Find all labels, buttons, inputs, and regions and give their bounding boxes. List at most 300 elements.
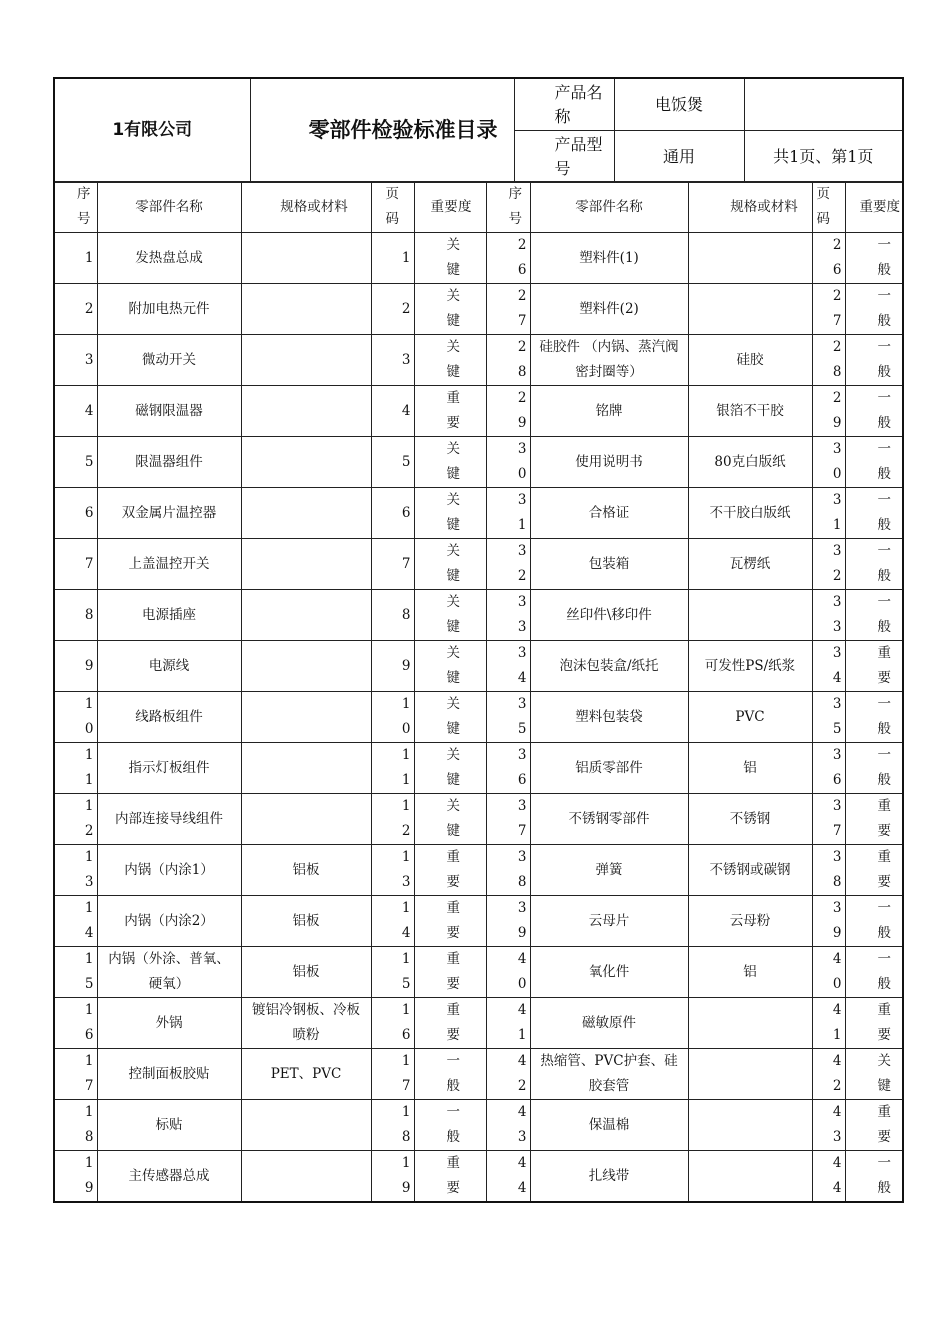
- page-cell-right-text: 34: [832, 645, 842, 686]
- seq-cell-right-text: 31: [517, 492, 527, 533]
- importance-cell-right: 重要: [845, 641, 903, 692]
- importance-cell-right: 一般: [845, 692, 903, 743]
- part-name-left: 上盖温控开关: [97, 539, 241, 590]
- part-name-left: 内锅（内涂1）: [97, 845, 241, 896]
- seq-cell-left-text: 8: [84, 606, 94, 623]
- seq-cell-left-text: 18: [84, 1104, 94, 1145]
- seq-cell-right: [486, 437, 530, 488]
- seq-cell-right-text: 33: [517, 594, 527, 635]
- importance-cell-right: 一般: [845, 590, 903, 641]
- page-cell-left-text: 14: [401, 900, 411, 941]
- page-cell-left-text: 12: [401, 798, 411, 839]
- spec-cell-right: 不干胶白版纸: [688, 488, 812, 539]
- spec-cell-left: [241, 743, 371, 794]
- spec-cell-right: 银箔不干胶: [688, 386, 812, 437]
- seq-cell-left: [54, 590, 97, 641]
- spec-cell-right: 瓦楞纸: [688, 539, 812, 590]
- page-cell-right: [812, 539, 845, 590]
- seq-cell-left: [54, 692, 97, 743]
- header-blank-cell: [744, 78, 903, 131]
- spec-cell-right: [688, 590, 812, 641]
- seq-cell-left: [54, 1151, 97, 1203]
- seq-cell-right-text: 38: [517, 849, 527, 890]
- page-cell-right: [812, 998, 845, 1049]
- table-row: [54, 335, 903, 386]
- importance-cell-right: 重要: [845, 998, 903, 1049]
- spec-cell-right: 铝: [688, 947, 812, 998]
- seq-cell-right-text: 44: [517, 1155, 527, 1196]
- table-row: [54, 233, 903, 284]
- spec-cell-right: 不锈钢: [688, 794, 812, 845]
- table-row: [54, 590, 903, 641]
- product-model-value: 通用: [614, 131, 744, 183]
- seq-cell-left-text: 11: [84, 747, 94, 788]
- part-name-right: 铝质零部件: [530, 743, 688, 794]
- seq-cell-right-text: 30: [517, 441, 527, 482]
- seq-cell-left: [54, 641, 97, 692]
- part-name-right: 不锈钢零部件: [530, 794, 688, 845]
- spec-cell-right: [688, 1049, 812, 1100]
- part-name-right: 扎线带: [530, 1151, 688, 1203]
- seq-cell-left: [54, 488, 97, 539]
- column-header-row: [54, 182, 903, 233]
- table-row: [54, 1049, 903, 1100]
- part-name-left: 外锅: [97, 998, 241, 1049]
- spec-cell-right: 云母粉: [688, 896, 812, 947]
- spec-cell-right: 可发性PS/纸浆: [688, 641, 812, 692]
- seq-cell-right: [486, 488, 530, 539]
- part-name-left: 指示灯板组件: [97, 743, 241, 794]
- table-row: [54, 539, 903, 590]
- importance-cell-left: 关键: [414, 437, 486, 488]
- part-name-left: 内部连接导线组件: [97, 794, 241, 845]
- importance-cell-left: 关键: [414, 692, 486, 743]
- part-name-right: 泡沫包装盒/纸托: [530, 641, 688, 692]
- part-name-left: 限温器组件: [97, 437, 241, 488]
- col-name-left: 零部件名称: [97, 182, 241, 233]
- seq-cell-left: [54, 998, 97, 1049]
- seq-cell-right: [486, 335, 530, 386]
- seq-cell-right: [486, 641, 530, 692]
- page-cell-right: [812, 896, 845, 947]
- page-cell-left-text: 10: [401, 696, 411, 737]
- part-name-right: 保温棉: [530, 1100, 688, 1151]
- seq-cell-right: [486, 794, 530, 845]
- importance-cell-left: 重要: [414, 998, 486, 1049]
- importance-cell-right: 一般: [845, 233, 903, 284]
- importance-cell-left: 重要: [414, 386, 486, 437]
- spec-cell-right: PVC: [688, 692, 812, 743]
- importance-cell-left: 关键: [414, 488, 486, 539]
- page-cell-right: [812, 1151, 845, 1203]
- importance-cell-right: 一般: [845, 743, 903, 794]
- product-name-value: 电饭煲: [614, 78, 744, 131]
- importance-cell-left: 关键: [414, 590, 486, 641]
- importance-cell-left: 重要: [414, 947, 486, 998]
- table-row: [54, 743, 903, 794]
- seq-cell-right-text: 35: [517, 696, 527, 737]
- seq-cell-right-text: 27: [517, 288, 527, 329]
- importance-cell-left: 关键: [414, 539, 486, 590]
- page-cell-left: [371, 1049, 414, 1100]
- spec-cell-right: 80克白版纸: [688, 437, 812, 488]
- part-name-left: 电源线: [97, 641, 241, 692]
- spec-cell-right: [688, 1151, 812, 1203]
- table-row: [54, 845, 903, 896]
- page-cell-left: [371, 386, 414, 437]
- table-row: [54, 641, 903, 692]
- page-cell-right: [812, 233, 845, 284]
- importance-cell-left: 重要: [414, 896, 486, 947]
- page-cell-right: [812, 590, 845, 641]
- seq-cell-left-text: 9: [84, 657, 94, 674]
- page-cell-right: [812, 794, 845, 845]
- seq-cell-left: [54, 539, 97, 590]
- page-cell-right-text: 42: [832, 1053, 842, 1094]
- seq-cell-left: [54, 794, 97, 845]
- page-cell-left: [371, 845, 414, 896]
- part-name-left: 电源插座: [97, 590, 241, 641]
- seq-cell-right-text: 28: [517, 339, 527, 380]
- seq-cell-left: [54, 386, 97, 437]
- page-cell-left: [371, 998, 414, 1049]
- page-cell-left-text: 4: [401, 402, 411, 419]
- seq-cell-right-text: 32: [517, 543, 527, 584]
- part-name-left: 内锅（外涂、普氧、硬氧）: [97, 947, 241, 998]
- importance-cell-right: 关键: [845, 1049, 903, 1100]
- page-cell-right: [812, 641, 845, 692]
- spec-cell-right: [688, 233, 812, 284]
- importance-cell-right: 一般: [845, 437, 903, 488]
- page-cell-right: [812, 692, 845, 743]
- part-name-left: 双金属片温控器: [97, 488, 241, 539]
- seq-cell-right-text: 26: [517, 237, 527, 278]
- spec-cell-left: [241, 233, 371, 284]
- importance-cell-left: 关键: [414, 284, 486, 335]
- table-row: [54, 437, 903, 488]
- spec-cell-left: [241, 539, 371, 590]
- page-cell-left: [371, 233, 414, 284]
- table-row: [54, 1100, 903, 1151]
- part-name-right: 热缩管、PVC护套、硅胶套管: [530, 1049, 688, 1100]
- seq-cell-left-text: 2: [84, 300, 94, 317]
- table-row: [54, 284, 903, 335]
- page-cell-left-text: 6: [401, 504, 411, 521]
- page-cell-right-text: 44: [832, 1155, 842, 1196]
- page-cell-left: [371, 1100, 414, 1151]
- page-cell-left-text: 18: [401, 1104, 411, 1145]
- importance-cell-right: 重要: [845, 845, 903, 896]
- spec-cell-right: [688, 1100, 812, 1151]
- page-cell-right-text: 29: [832, 390, 842, 431]
- importance-cell-left: 关键: [414, 743, 486, 794]
- page-cell-left-text: 19: [401, 1155, 411, 1196]
- seq-cell-right-text: 40: [517, 951, 527, 992]
- spec-cell-left: [241, 284, 371, 335]
- seq-cell-right: [486, 896, 530, 947]
- seq-cell-right: [486, 1100, 530, 1151]
- page-cell-left: [371, 692, 414, 743]
- seq-cell-right: [486, 233, 530, 284]
- part-name-left: 发热盘总成: [97, 233, 241, 284]
- seq-cell-right: [486, 947, 530, 998]
- page-cell-right-text: 36: [832, 747, 842, 788]
- importance-cell-left: 关键: [414, 794, 486, 845]
- page-cell-right: [812, 1100, 845, 1151]
- page-cell-left-text: 1: [401, 249, 411, 266]
- importance-cell-left: 一般: [414, 1049, 486, 1100]
- seq-cell-left: [54, 743, 97, 794]
- spec-cell-left: 铝板: [241, 845, 371, 896]
- product-name-label: 产品名称: [514, 78, 614, 131]
- col-seq-right: 序号: [486, 182, 530, 233]
- page-cell-right: [812, 437, 845, 488]
- seq-cell-left: [54, 1100, 97, 1151]
- seq-cell-right: [486, 845, 530, 896]
- page-cell-right-text: 35: [832, 696, 842, 737]
- page-cell-left: [371, 590, 414, 641]
- part-name-left: 附加电热元件: [97, 284, 241, 335]
- page-cell-left-text: 17: [401, 1053, 411, 1094]
- page-cell-right-text: 43: [832, 1104, 842, 1145]
- table-row: [54, 1151, 903, 1203]
- page-cell-right: [812, 386, 845, 437]
- seq-cell-right-text: 37: [517, 798, 527, 839]
- page-cell-right-text: 27: [832, 288, 842, 329]
- spec-cell-left: [241, 335, 371, 386]
- seq-cell-right: [486, 692, 530, 743]
- spec-cell-right: 不锈钢或碳钢: [688, 845, 812, 896]
- spec-cell-left: [241, 794, 371, 845]
- page-cell-left-text: 13: [401, 849, 411, 890]
- col-seq-left: 序号: [54, 182, 97, 233]
- part-name-right: 使用说明书: [530, 437, 688, 488]
- seq-cell-right-text: 34: [517, 645, 527, 686]
- part-name-left: 标贴: [97, 1100, 241, 1151]
- page-info: 共1页、第1页: [744, 131, 903, 183]
- part-name-right: 云母片: [530, 896, 688, 947]
- page-cell-left: [371, 743, 414, 794]
- importance-cell-right: 一般: [845, 947, 903, 998]
- seq-cell-right-text: 36: [517, 747, 527, 788]
- seq-cell-right: [486, 590, 530, 641]
- seq-cell-left-text: 3: [84, 351, 94, 368]
- seq-cell-right-text: 29: [517, 390, 527, 431]
- seq-cell-left: [54, 233, 97, 284]
- col-page-left: 页码: [371, 182, 414, 233]
- part-name-right: 丝印件\移印件: [530, 590, 688, 641]
- page-cell-right-text: 40: [832, 951, 842, 992]
- importance-cell-right: 一般: [845, 539, 903, 590]
- part-name-right: 氧化件: [530, 947, 688, 998]
- seq-cell-left-text: 16: [84, 1002, 94, 1043]
- seq-cell-right: [486, 1151, 530, 1203]
- seq-cell-right-text: 41: [517, 1002, 527, 1043]
- seq-cell-right-text: 42: [517, 1053, 527, 1094]
- document-title: 零部件检验标准目录: [250, 78, 514, 183]
- seq-cell-right: [486, 539, 530, 590]
- seq-cell-left-text: 1: [84, 249, 94, 266]
- seq-cell-left-text: 14: [84, 900, 94, 941]
- page-cell-left: [371, 539, 414, 590]
- seq-cell-left-text: 12: [84, 798, 94, 839]
- page-cell-left: [371, 947, 414, 998]
- page-cell-right: [812, 335, 845, 386]
- table-row: [54, 947, 903, 998]
- page-cell-left: [371, 335, 414, 386]
- page-cell-left: [371, 488, 414, 539]
- col-spec-right: 规格或材料: [688, 182, 812, 233]
- page-cell-left-text: 9: [401, 657, 411, 674]
- page-cell-left-text: 16: [401, 1002, 411, 1043]
- part-name-right: 塑料件(2): [530, 284, 688, 335]
- importance-cell-right: 重要: [845, 1100, 903, 1151]
- part-name-right: 铭牌: [530, 386, 688, 437]
- seq-cell-left-text: 10: [84, 696, 94, 737]
- seq-cell-right: [486, 998, 530, 1049]
- col-page-right: 页码: [812, 182, 845, 233]
- page-cell-right: [812, 284, 845, 335]
- part-name-right: 合格证: [530, 488, 688, 539]
- spec-cell-left: [241, 1151, 371, 1203]
- seq-cell-right: [486, 743, 530, 794]
- page-cell-right: [812, 488, 845, 539]
- spec-cell-left: PET、PVC: [241, 1049, 371, 1100]
- importance-cell-right: 一般: [845, 488, 903, 539]
- seq-cell-left-text: 7: [84, 555, 94, 572]
- seq-cell-left-text: 5: [84, 453, 94, 470]
- table-row: [54, 896, 903, 947]
- col-name-right: 零部件名称: [530, 182, 688, 233]
- importance-cell-left: 关键: [414, 335, 486, 386]
- seq-cell-left-text: 19: [84, 1155, 94, 1196]
- importance-cell-right: 一般: [845, 386, 903, 437]
- seq-cell-right-text: 39: [517, 900, 527, 941]
- page-cell-right-text: 28: [832, 339, 842, 380]
- spec-cell-left: 镀铝冷钢板、冷板喷粉: [241, 998, 371, 1049]
- spec-cell-left: [241, 386, 371, 437]
- page-cell-left-text: 5: [401, 453, 411, 470]
- page-cell-right-text: 31: [832, 492, 842, 533]
- product-model-label: 产品型号: [514, 131, 614, 183]
- page-cell-right-text: 41: [832, 1002, 842, 1043]
- company-name: 1有限公司: [54, 78, 250, 183]
- page-cell-left: [371, 896, 414, 947]
- page-cell-left-text: 7: [401, 555, 411, 572]
- page-cell-left: [371, 284, 414, 335]
- spec-cell-left: [241, 1100, 371, 1151]
- table-row: [54, 488, 903, 539]
- seq-cell-left-text: 17: [84, 1053, 94, 1094]
- importance-cell-left: 一般: [414, 1100, 486, 1151]
- page-cell-right-text: 37: [832, 798, 842, 839]
- seq-cell-right: [486, 1049, 530, 1100]
- seq-cell-left-text: 4: [84, 402, 94, 419]
- page-cell-left-text: 11: [401, 747, 411, 788]
- page-cell-left-text: 3: [401, 351, 411, 368]
- seq-cell-right: [486, 284, 530, 335]
- spec-cell-left: 铝板: [241, 947, 371, 998]
- seq-cell-left: [54, 845, 97, 896]
- page-cell-right-text: 38: [832, 849, 842, 890]
- part-name-left: 内锅（内涂2）: [97, 896, 241, 947]
- part-name-left: 主传感器总成: [97, 1151, 241, 1203]
- seq-cell-left: [54, 1049, 97, 1100]
- page-cell-right-text: 30: [832, 441, 842, 482]
- seq-cell-left-text: 6: [84, 504, 94, 521]
- spec-cell-left: 铝板: [241, 896, 371, 947]
- seq-cell-right: [486, 386, 530, 437]
- seq-cell-left: [54, 284, 97, 335]
- col-importance-right: 重要度: [845, 182, 903, 233]
- part-name-right: 弹簧: [530, 845, 688, 896]
- parts-table: [53, 181, 904, 1203]
- part-name-right: 硅胶件 （内锅、蒸汽阀密封圈等）: [530, 335, 688, 386]
- page-cell-left: [371, 1151, 414, 1203]
- spec-cell-right: [688, 284, 812, 335]
- seq-cell-right-text: 43: [517, 1104, 527, 1145]
- page-cell-left: [371, 641, 414, 692]
- table-row: [54, 692, 903, 743]
- seq-cell-left-text: 13: [84, 849, 94, 890]
- page-cell-right: [812, 845, 845, 896]
- importance-cell-right: 一般: [845, 1151, 903, 1203]
- part-name-left: 微动开关: [97, 335, 241, 386]
- importance-cell-right: 一般: [845, 335, 903, 386]
- table-row: [54, 998, 903, 1049]
- part-name-right: 塑料件(1): [530, 233, 688, 284]
- page-cell-right: [812, 1049, 845, 1100]
- page-cell-left-text: 8: [401, 606, 411, 623]
- importance-cell-right: 重要: [845, 794, 903, 845]
- page-cell-left-text: 2: [401, 300, 411, 317]
- part-name-left: 磁钢限温器: [97, 386, 241, 437]
- part-name-left: 控制面板胶贴: [97, 1049, 241, 1100]
- col-spec-left: 规格或材料: [241, 182, 371, 233]
- importance-cell-left: 重要: [414, 845, 486, 896]
- spec-cell-right: 硅胶: [688, 335, 812, 386]
- page-cell-left: [371, 794, 414, 845]
- seq-cell-left-text: 15: [84, 951, 94, 992]
- part-name-right: 塑料包装袋: [530, 692, 688, 743]
- part-name-right: 磁敏原件: [530, 998, 688, 1049]
- spec-cell-left: [241, 437, 371, 488]
- page-cell-right-text: 32: [832, 543, 842, 584]
- importance-cell-left: 关键: [414, 233, 486, 284]
- importance-cell-left: 重要: [414, 1151, 486, 1203]
- spec-cell-right: [688, 998, 812, 1049]
- page-cell-right-text: 39: [832, 900, 842, 941]
- spec-cell-left: [241, 641, 371, 692]
- part-name-right: 包装箱: [530, 539, 688, 590]
- seq-cell-left: [54, 437, 97, 488]
- page-cell-right-text: 26: [832, 237, 842, 278]
- part-name-left: 线路板组件: [97, 692, 241, 743]
- col-importance-left: 重要度: [414, 182, 486, 233]
- spec-cell-left: [241, 692, 371, 743]
- seq-cell-left: [54, 947, 97, 998]
- seq-cell-left: [54, 896, 97, 947]
- table-row: [54, 794, 903, 845]
- spec-cell-left: [241, 590, 371, 641]
- page-cell-right-text: 33: [832, 594, 842, 635]
- page-cell-left-text: 15: [401, 951, 411, 992]
- spec-cell-right: 铝: [688, 743, 812, 794]
- importance-cell-left: 关键: [414, 641, 486, 692]
- seq-cell-left: [54, 335, 97, 386]
- page-cell-right: [812, 743, 845, 794]
- table-row: [54, 386, 903, 437]
